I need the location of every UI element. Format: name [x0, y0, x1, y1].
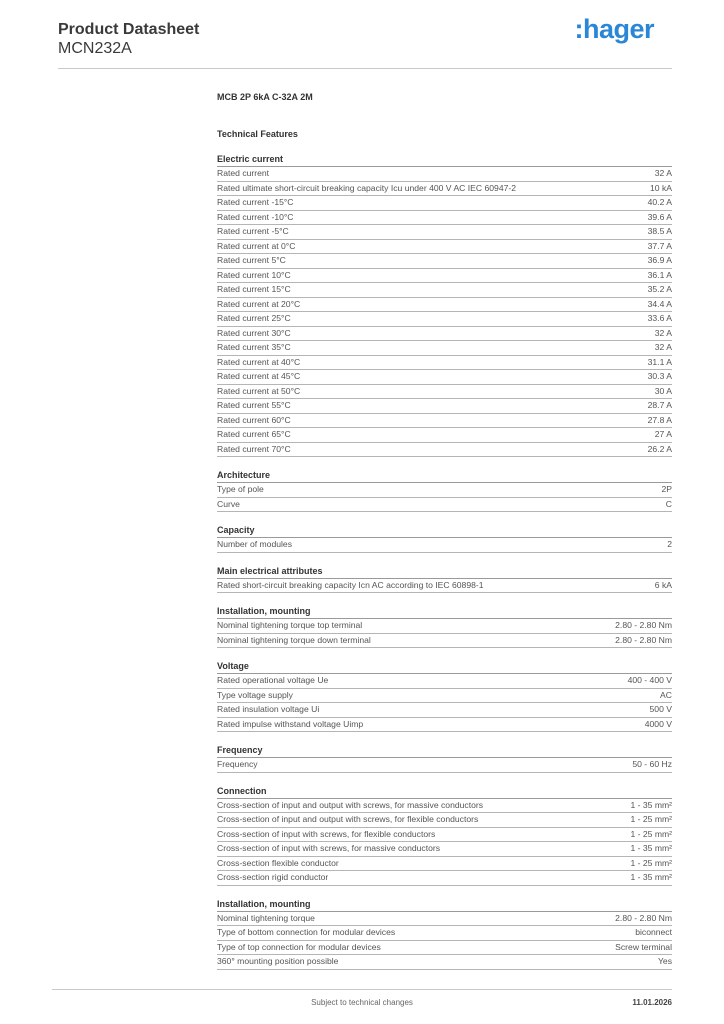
spec-row [217, 828, 672, 843]
spec-value: AC [660, 689, 672, 700]
spec-row [217, 356, 672, 371]
spec-row [217, 842, 672, 857]
spec-label: Cross-section of input with screws, for flexible conductors [217, 828, 436, 839]
spec-label: Rated current at 0°C [217, 240, 296, 251]
spec-label: Curve [217, 498, 240, 509]
spec-row [217, 225, 672, 240]
spec-row [217, 414, 672, 429]
spec-value: Screw terminal [615, 941, 672, 952]
section-title: Installation, mounting [217, 898, 672, 912]
spec-row [217, 240, 672, 255]
spec-value: 39.6 A [647, 211, 672, 222]
spec-row [217, 926, 672, 941]
section-title: Voltage [217, 660, 672, 674]
spec-label: 360° mounting position possible [217, 956, 339, 966]
spec-value: 36.1 A [647, 269, 672, 280]
spec-value: 2.80 - 2.80 Nm [615, 912, 672, 923]
spec-value: 50 - 60 Hz [632, 759, 672, 769]
spec-row [217, 799, 672, 814]
spec-label: Rated current -5°C [217, 226, 289, 236]
spec-value: 1 - 25 mm² [630, 857, 672, 868]
spec-value: 32 A [654, 168, 672, 178]
spec-value: 2P [661, 484, 672, 494]
spec-label: Cross-section of input and output with screws, for massive conductors [217, 799, 484, 810]
spec-row [217, 498, 672, 513]
spec-row [217, 689, 672, 704]
section-title: Architecture [217, 469, 672, 483]
spec-section [217, 744, 672, 773]
spec-value: 30.3 A [647, 371, 672, 381]
spec-row [217, 443, 672, 458]
spec-section [217, 898, 672, 970]
spec-row [217, 538, 672, 553]
spec-value: 1 - 35 mm² [630, 843, 672, 853]
technical-features-heading: Technical Features [217, 129, 298, 139]
spec-row [217, 283, 672, 298]
product-name: MCB 2P 6kA C-32A 2M [217, 92, 313, 102]
spec-row [217, 428, 672, 443]
spec-label: Frequency [217, 759, 258, 769]
spec-label: Rated current [217, 168, 270, 178]
footer-note: Subject to technical changes [311, 998, 413, 1007]
spec-label: Rated current at 40°C [217, 356, 301, 367]
document-title: Product Datasheet [58, 21, 200, 38]
spec-row [217, 941, 672, 956]
spec-row [217, 634, 672, 649]
logo-text: hager [582, 14, 654, 44]
spec-row [217, 269, 672, 284]
section-title: Main electrical attributes [217, 565, 672, 579]
spec-label: Rated current 65°C [217, 429, 291, 439]
spec-label: Rated current 70°C [217, 443, 291, 454]
spec-value: 6 kA [654, 579, 672, 590]
spec-label: Rated current at 50°C [217, 385, 301, 396]
spec-value: 1 - 25 mm² [630, 814, 672, 824]
spec-label: Nominal tightening torque down terminal [217, 634, 371, 645]
spec-value: 38.5 A [647, 226, 672, 236]
spec-label: Cross-section of input with screws, for massive conductors [217, 843, 441, 853]
spec-label: Rated current 15°C [217, 284, 291, 294]
spec-value: 27.8 A [647, 414, 672, 425]
spec-value: 30 A [654, 385, 672, 396]
spec-section [217, 785, 672, 886]
spec-label: Rated current -15°C [217, 197, 294, 207]
spec-label: Rated current 10°C [217, 269, 291, 280]
spec-value: 40.2 A [647, 197, 672, 207]
spec-value: 1 - 35 mm² [630, 799, 672, 810]
spec-section [217, 469, 672, 512]
spec-row [217, 955, 672, 970]
spec-row [217, 399, 672, 414]
spec-row [217, 254, 672, 269]
spec-value: 400 - 400 V [627, 675, 672, 685]
section-title: Connection [217, 785, 672, 799]
spec-value: 2 [667, 539, 672, 549]
spec-label: Cross-section rigid conductor [217, 872, 329, 882]
spec-label: Rated insulation voltage Ui [217, 704, 320, 714]
spec-label: Rated current 5°C [217, 255, 286, 265]
spec-row [217, 718, 672, 733]
spec-label: Rated current at 20°C [217, 298, 301, 309]
spec-label: Rated ultimate short-circuit breaking capacity Icu under 400 V AC IEC 60947-2 [217, 182, 517, 193]
spec-label: Rated current at 45°C [217, 371, 301, 381]
section-title: Electric current [217, 153, 672, 167]
spec-row [217, 312, 672, 327]
spec-label: Cross-section of input and output with screws, for flexible conductors [217, 814, 479, 824]
header-divider [58, 68, 672, 69]
spec-value: 36.9 A [647, 255, 672, 265]
product-code: MCN232A [58, 40, 132, 57]
spec-label: Type of top connection for modular devices [217, 941, 381, 952]
section-title: Capacity [217, 524, 672, 538]
spec-row [217, 483, 672, 498]
spec-value: 33.6 A [647, 313, 672, 323]
spec-value: 2.80 - 2.80 Nm [615, 620, 672, 630]
spec-label: Rated operational voltage Ue [217, 675, 329, 685]
spec-label: Type of bottom connection for modular devices [217, 927, 396, 937]
spec-row [217, 211, 672, 226]
spec-value: 35.2 A [647, 284, 672, 294]
spec-row [217, 196, 672, 211]
spec-value: 500 V [649, 704, 672, 714]
footer-divider [52, 989, 672, 990]
spec-row [217, 619, 672, 634]
spec-row [217, 758, 672, 773]
spec-row [217, 370, 672, 385]
spec-value: 32 A [654, 327, 672, 338]
spec-row [217, 182, 672, 197]
spec-label: Rated impulse withstand voltage Uimp [217, 718, 364, 729]
spec-row [217, 385, 672, 400]
spec-row [217, 674, 672, 689]
spec-row [217, 298, 672, 313]
spec-row [217, 341, 672, 356]
spec-label: Nominal tightening torque top terminal [217, 620, 363, 630]
spec-label: Type voltage supply [217, 689, 293, 700]
spec-section [217, 565, 672, 594]
spec-value: Yes [657, 956, 672, 966]
spec-label: Rated current 25°C [217, 313, 291, 323]
spec-section [217, 153, 672, 457]
spec-value: biconnect [635, 927, 672, 937]
document-header [58, 20, 199, 58]
spec-label: Rated current 30°C [217, 327, 291, 338]
spec-value: 32 A [654, 342, 672, 352]
footer-date: 11.01.2026 [632, 998, 672, 1007]
spec-value: 4000 V [644, 718, 672, 729]
spec-section [217, 524, 672, 553]
spec-value: 1 - 35 mm² [630, 872, 672, 882]
spec-label: Rated current 35°C [217, 342, 291, 352]
logo-colon-mark: : [574, 14, 583, 44]
spec-value: 28.7 A [647, 400, 672, 410]
spec-row [217, 327, 672, 342]
spec-sections [217, 153, 672, 970]
spec-value: 31.1 A [647, 356, 672, 367]
spec-label: Nominal tightening torque [217, 912, 315, 923]
spec-row [217, 857, 672, 872]
spec-label: Rated current -10°C [217, 211, 294, 222]
spec-section [217, 660, 672, 732]
spec-row [217, 912, 672, 927]
spec-label: Number of modules [217, 539, 292, 549]
spec-label: Rated current 55°C [217, 400, 291, 410]
spec-value: 37.7 A [647, 240, 672, 251]
spec-value: 2.80 - 2.80 Nm [615, 634, 672, 645]
spec-label: Cross-section flexible conductor [217, 857, 339, 868]
spec-label: Rated short-circuit breaking capacity Icn AC according to IEC 60898-1 [217, 579, 484, 590]
spec-section [217, 605, 672, 648]
spec-row [217, 167, 672, 182]
spec-row [217, 703, 672, 718]
spec-value: 27 A [654, 429, 672, 439]
spec-value: C [665, 498, 672, 509]
section-title: Installation, mounting [217, 605, 672, 619]
section-title: Frequency [217, 744, 672, 758]
spec-value: 10 kA [650, 182, 672, 193]
spec-label: Type of pole [217, 484, 264, 494]
spec-value: 26.2 A [647, 443, 672, 454]
spec-value: 1 - 25 mm² [630, 828, 672, 839]
datasheet-content [217, 92, 672, 982]
spec-row [217, 813, 672, 828]
spec-value: 34.4 A [647, 298, 672, 309]
spec-label: Rated current 60°C [217, 414, 291, 425]
hager-logo [574, 14, 654, 45]
spec-row [217, 579, 672, 594]
spec-row [217, 871, 672, 886]
